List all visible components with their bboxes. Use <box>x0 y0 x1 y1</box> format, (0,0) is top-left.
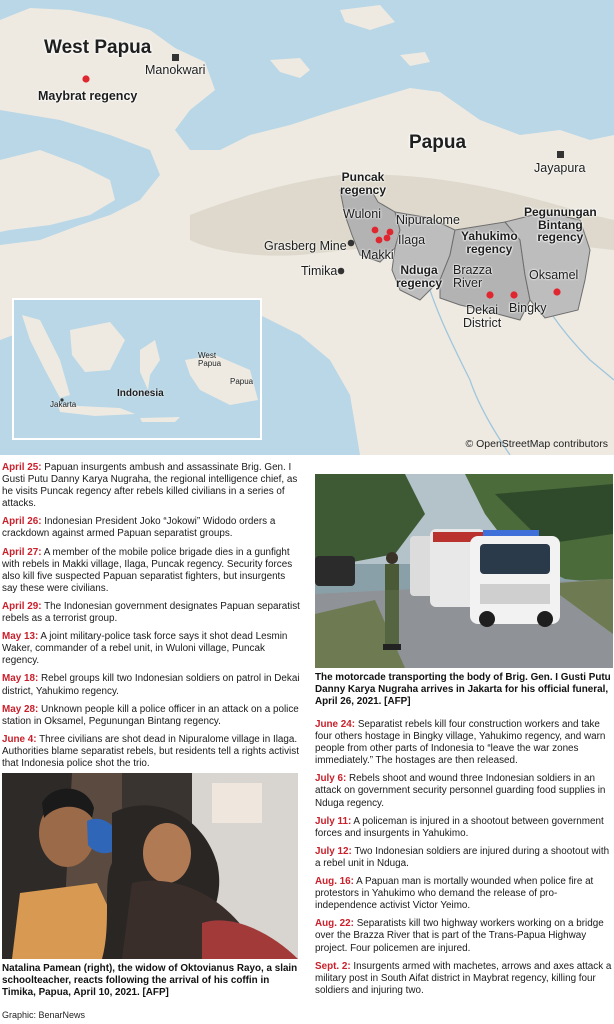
pegunungan-bintang-label: Pegunungan Bintang regency <box>524 205 597 245</box>
bingky-incident[interactable] <box>510 291 517 298</box>
island-biak <box>340 5 395 30</box>
indonesia-inset <box>13 299 261 439</box>
jayapura-marker <box>557 151 564 158</box>
ilaga-label: Ilaga <box>398 233 426 247</box>
motorcade-caption: The motorcade transporting the body of Brig. Gen. I Gusti Putu Danny Karya Nugraha arrives in Jakarta for his official funeral, April 26, 2021. [AFP] <box>315 672 611 708</box>
maybrat-label: Maybrat regency <box>38 89 138 103</box>
puncak-label: Puncak regency <box>340 170 387 197</box>
timeline-entry: May 28: Unknown people kill a police officer in an attack on a police station in Oksamel, Pegunungan Bintang regency. <box>2 703 299 727</box>
timeline-entry: April 25: Papuan insurgents ambush and assassinate Brig. Gen. I Gusti Putu Danny Karya Nugraha, the regional intelligence chief, as he visits Puncak regency after rebels killed civilians in a series of attacks. <box>2 462 298 510</box>
grasberg-marker <box>348 240 355 247</box>
jayapura-label: Jayapura <box>534 161 586 175</box>
timeline-entry: April 27: A member of the mobile police brigade dies in a gunfight with rebels in Makki village, Ilaga, Puncak regency. Security forces also kill five suspected Papuan separatist fighters, but insurgents say these were civilians. <box>2 546 293 594</box>
widow-photo <box>2 773 298 959</box>
island-small <box>400 52 430 66</box>
motorcade-photo <box>315 474 613 668</box>
yahukimo-label: Yahukimo regency <box>461 229 518 256</box>
timeline-right <box>315 719 613 1003</box>
timeline-entry: June 4: Three civilians are shot dead in Nipuralome village in Ilaga. Authorities blame separatist rebels, but residents tell a rights activist that Indonesia police shot the trio. <box>2 733 299 769</box>
papua-label: Papua <box>409 132 467 153</box>
timika-marker <box>338 268 345 275</box>
manokwari-label: Manokwari <box>145 63 206 77</box>
maybrat-incident[interactable] <box>82 75 89 82</box>
dekai-label: Dekai District <box>463 303 502 331</box>
widow-caption: Natalina Pamean (right), the widow of Oktovianus Rayo, a slain schoolteacher, reacts following the arrival of his coffin in Timika, Papua, April 10, 2021. [AFP] <box>2 963 298 999</box>
island-yapen <box>270 58 310 78</box>
west-papua-label: West Papua <box>44 37 152 58</box>
timeline-entry: July 6: Rebels shoot and wound three Indonesian soldiers in an attack on government security personnel guarding food supplies in Nduga regency. <box>315 773 606 809</box>
inset-indonesia-label: Indonesia <box>117 388 164 399</box>
makki-incident[interactable] <box>376 237 383 244</box>
timeline-entry: April 29: The Indonesian government designates Papuan separatist rebels as a terrorist group. <box>2 600 300 625</box>
makki-label: Makki <box>361 248 394 262</box>
bingky-label: Bingky <box>509 301 547 315</box>
ilaga-incident[interactable] <box>384 235 391 242</box>
dekai-incident[interactable] <box>486 291 493 298</box>
papua-map <box>0 0 614 455</box>
timeline-entry: May 18: Rebel groups kill two Indonesian soldiers on patrol in Dekai district, Yahukimo regency. <box>2 673 300 697</box>
map-credit: © OpenStreetMap contributors <box>465 438 608 450</box>
manokwari-marker <box>172 54 179 61</box>
inset-papua-label: Papua <box>230 377 254 386</box>
timeline-left <box>2 462 300 776</box>
grasberg-label: Grasberg Mine <box>264 239 347 253</box>
oksamel-incident[interactable] <box>553 288 560 295</box>
timeline-entry: Aug. 22: Separatists kill two highway workers working on a bridge over the Brazza River that is part of the Trans-Papua Highway project. Four policemen are injured. <box>315 918 604 954</box>
timeline-entry: July 11: A policeman is injured in a shootout between government forces and insurgents in Yahukimo. <box>315 815 604 839</box>
nipuralome-label: Nipuralome <box>396 213 460 227</box>
nipuralome-incident[interactable] <box>387 229 394 236</box>
inset-west-papua-label: West Papua <box>198 351 222 369</box>
graphic-credit: Graphic: BenarNews <box>2 1010 86 1020</box>
wuloni-label: Wuloni <box>343 207 381 221</box>
timeline-entry: April 26: Indonesian President Joko “Jokowi” Widodo orders a crackdown against armed Papuan separatist groups. <box>2 516 276 540</box>
timeline-entry: Aug. 16: A Papuan man is mortally wounded when police fire at protestors in Yahukimo who demand the release of pro-independence activist Victor Yeimo. <box>315 876 594 912</box>
timika-label: Timika <box>301 264 338 278</box>
nduga-label: Nduga regency <box>396 263 443 290</box>
wuloni-incident[interactable] <box>372 227 379 234</box>
timeline-entry: July 12: Two Indonesian soldiers are injured during a shootout with a rebel unit in Nduga. <box>315 845 610 869</box>
timeline-entry: Sept. 2: Insurgents armed with machetes, arrows and axes attack a military post in South Aifat district in Maybrat regency, killing four soldiers and injuring two. <box>315 960 612 996</box>
brazza-river-label: Brazza River <box>453 263 492 291</box>
inset-jakarta-label: Jakarta <box>50 400 77 409</box>
oksamel-label: Oksamel <box>529 268 579 282</box>
timeline-entry: June 24: Separatist rebels kill four construction workers and take four others hostage in Bingky village, Yahukimo regency, and warn people from other parts of Indonesia to “leave the war zones immediately.” The hostages are then released. <box>315 719 606 767</box>
timeline-entry: May 13: A joint military-police task force says it shot dead Lesmin Waker, commander of a rebel unit, in Wuloni village, Puncak regency. <box>2 631 288 667</box>
map-canvas <box>0 0 614 455</box>
